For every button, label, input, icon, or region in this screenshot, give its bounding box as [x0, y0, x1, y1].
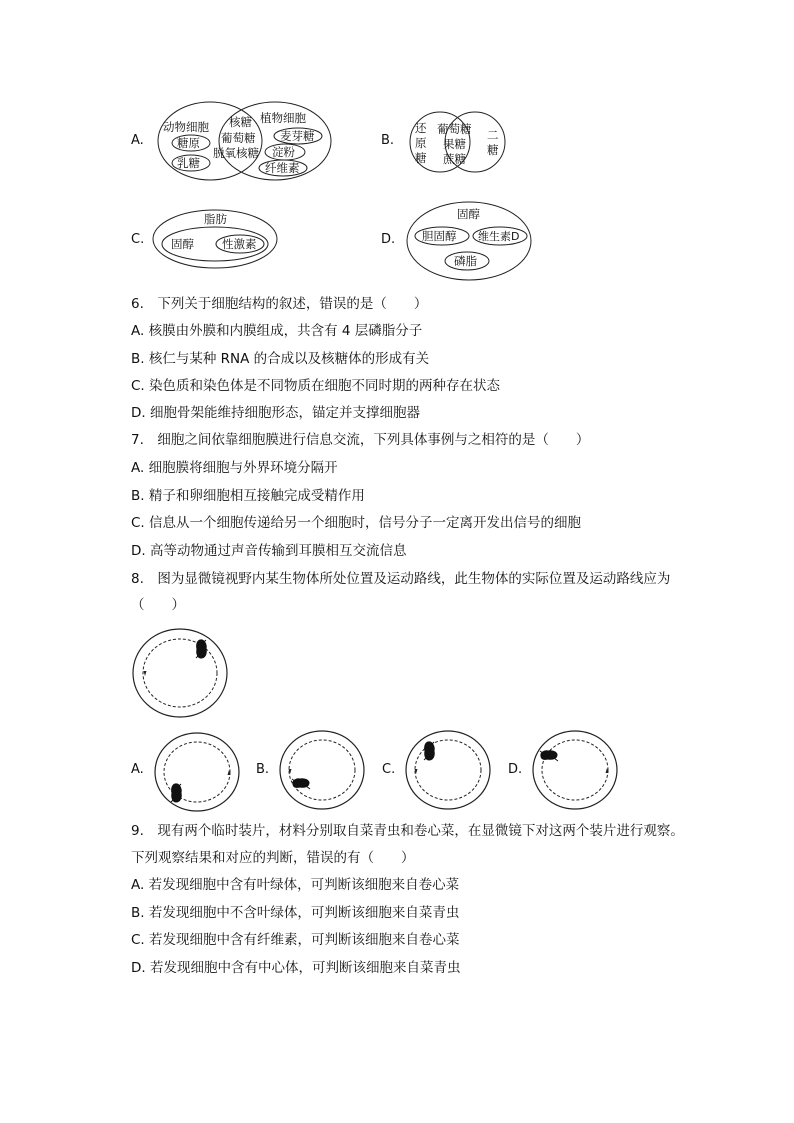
q8-option-d-letter: D.: [508, 762, 523, 777]
venn-center-item: 核糖: [229, 115, 252, 129]
q8-option-a-letter: A.: [131, 762, 144, 777]
venn-center-item: 脱氧核糖: [213, 146, 259, 160]
q6-option-d: D. 细胞骨架能维持细胞形态，锚定并支撑细胞器: [131, 405, 420, 421]
q5-option-c-nested-diagram: [150, 208, 280, 270]
q5-option-d-letter: D.: [381, 232, 396, 247]
q5-option-a-venn-diagram: [155, 100, 335, 184]
venn-right-item: 纤维素: [265, 161, 300, 175]
nested-outer-label: 固醇: [457, 207, 480, 221]
venn-center-item: 蔗糖: [443, 152, 466, 166]
q7-option-d: D. 高等动物通过声音传输到耳膜相互交流信息: [131, 543, 407, 559]
organism-icon: [424, 742, 434, 760]
q9-option-c: C. 若发现细胞中含有纤维素，可判断该细胞来自卷心菜: [131, 932, 460, 948]
organism-icon: [171, 784, 181, 802]
q9-option-a: A. 若发现细胞中含有叶绿体，可判断该细胞来自卷心菜: [131, 877, 460, 893]
q8-option-d-field: [530, 728, 620, 812]
venn-left-item: 糖原: [177, 136, 200, 150]
q7-stem: 7. 细胞之间依靠细胞膜进行信息交流，下列具体事例与之相符的是（ ）: [131, 432, 590, 448]
organism-icon: [196, 640, 206, 658]
q9-stem-line2: 下列观察结果和对应的判断，错误的有（ ）: [131, 850, 415, 866]
q8-option-c-letter: C.: [382, 762, 396, 777]
q7-option-c: C. 信息从一个细胞传递给另一个细胞时，信号分子一定离开发出信号的细胞: [131, 515, 582, 531]
q9-stem: 9. 现有两个临时装片，材料分别取自菜青虫和卷心菜，在显微镜下对这两个装片进行观察。: [131, 823, 684, 839]
q8-answer-paren: （ ）: [131, 597, 185, 613]
q8-option-a-field: [152, 730, 242, 814]
organism-icon: [540, 751, 558, 761]
q8-option-b-field: [277, 728, 367, 812]
q5-option-b-venn-diagram: [405, 106, 507, 178]
q6-stem: 6. 下列关于细胞结构的叙述，错误的是（ ）: [131, 296, 428, 312]
venn-left-char: 糖: [415, 151, 427, 165]
nested-outer-label: 脂肪: [204, 212, 227, 226]
nested-inner-label: 固醇: [171, 237, 194, 251]
nested-item: 胆固醇: [422, 229, 457, 243]
q5-option-d-nested-diagram: [405, 200, 535, 282]
nested-innermost-label: 性激素: [222, 237, 257, 251]
venn-right-item: 淀粉: [272, 145, 295, 159]
q5-option-c-letter: C.: [131, 232, 145, 247]
q5-option-b-letter: B.: [381, 133, 395, 148]
nested-item: 维生素D: [478, 230, 520, 243]
venn-left-title: 动物细胞: [163, 120, 209, 134]
q9-option-b: B. 若发现细胞中不含叶绿体，可判断该细胞来自菜青虫: [131, 905, 460, 921]
q8-option-c-field: [403, 728, 493, 812]
venn-right-title: 植物细胞: [260, 111, 306, 125]
direction-arrow-icon: [144, 671, 147, 676]
venn-right-item: 麦芽糖: [280, 129, 315, 143]
nested-item: 磷脂: [454, 254, 477, 268]
venn-right-char: 二: [487, 128, 499, 142]
q9-option-d: D. 若发现细胞中含有中心体，可判断该细胞来自菜青虫: [131, 960, 461, 976]
venn-center-item: 果糖: [443, 137, 466, 151]
venn-center-item: 葡萄糖: [221, 131, 256, 145]
q8-option-b-letter: B.: [256, 762, 270, 777]
venn-left-item: 乳糖: [177, 156, 200, 170]
q5-option-a-letter: A.: [131, 133, 144, 148]
q8-main-field-diagram: [130, 626, 230, 720]
venn-center-item: 葡萄糖: [437, 122, 472, 136]
q6-option-b: B. 核仁与某种 RNA 的合成以及核糖体的形成有关: [131, 351, 430, 367]
q7-option-b: B. 精子和卵细胞相互接触完成受精作用: [131, 488, 365, 504]
q8-stem: 8. 图为显微镜视野内某生物体所处位置及运动路线，此生物体的实际位置及运动路线应为: [131, 571, 671, 587]
q6-option-c: C. 染色质和染色体是不同物质在细胞不同时期的两种存在状态: [131, 378, 501, 394]
venn-right-char: 糖: [487, 143, 499, 157]
venn-left-char: 还: [415, 121, 427, 135]
q6-option-a: A. 核膜由外膜和内膜组成，共含有 4 层磷脂分子: [131, 323, 423, 339]
q7-option-a: A. 细胞膜将细胞与外界环境分隔开: [131, 460, 338, 476]
venn-left-char: 原: [415, 136, 427, 150]
